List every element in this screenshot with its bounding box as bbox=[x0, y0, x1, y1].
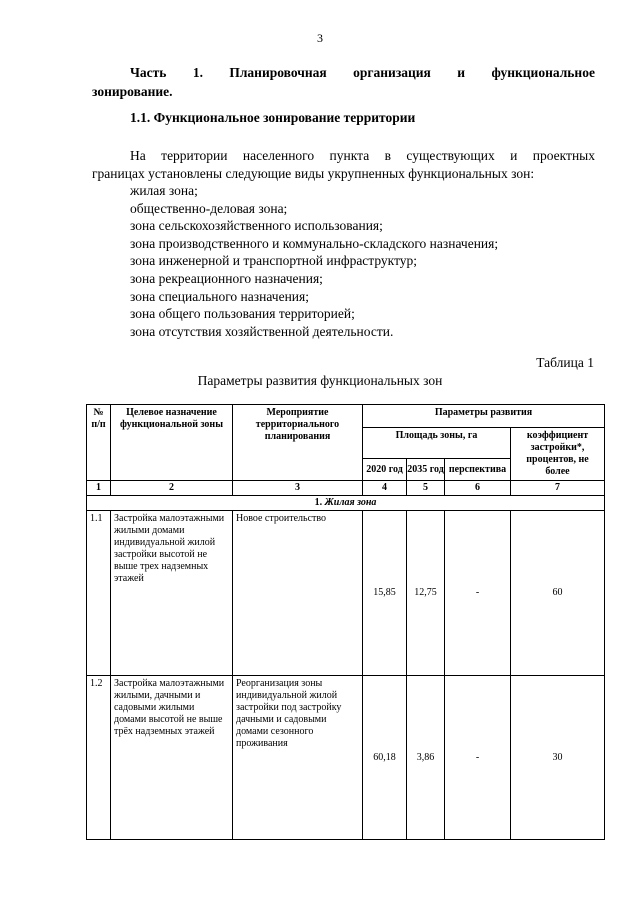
row-measure: Реорганизация зоны индивидуальной жилой застройки под застройку дачными и садовыми домами сезонного проживания bbox=[233, 676, 363, 840]
table-row bbox=[87, 511, 605, 676]
row-coef: 60 bbox=[511, 511, 605, 676]
column-number: 1 bbox=[87, 481, 111, 496]
column-number: 3 bbox=[233, 481, 363, 496]
intro-line2: границах установлены следующие виды укрупненных функциональных зон: bbox=[92, 165, 535, 181]
table-group-row bbox=[87, 496, 605, 511]
list-item: зона сельскохозяйственного использования; bbox=[130, 218, 383, 234]
column-number: 2 bbox=[111, 481, 233, 496]
row-outlook: - bbox=[445, 676, 511, 840]
intro-paragraph bbox=[92, 147, 595, 182]
list-item: зона специального назначения; bbox=[130, 288, 309, 304]
list-item: зона производственного и коммунально-складского назначения; bbox=[130, 235, 499, 251]
table-label: Таблица 1 bbox=[536, 355, 594, 370]
column-number: 7 bbox=[511, 481, 605, 496]
part-heading-word: организация bbox=[353, 65, 431, 80]
row-2035: 12,75 bbox=[407, 511, 445, 676]
row-purpose: Застройка малоэтажными жилыми домами индивидуальной жилой застройки высотой не выше трех надземных этажей bbox=[111, 511, 233, 676]
row-measure: Новое строительство bbox=[233, 511, 363, 676]
part-heading-word: Планировочная bbox=[229, 65, 327, 80]
header-area: Площадь зоны, га bbox=[363, 428, 511, 459]
list-item: зона рекреационного назначения; bbox=[130, 270, 323, 286]
header-purpose: Целевое назначение функциональной зоны bbox=[111, 405, 233, 481]
list-item: общественно-деловая зона; bbox=[130, 200, 288, 216]
row-2020: 60,18 bbox=[363, 676, 407, 840]
row-num: 1.1 bbox=[87, 511, 111, 676]
header-2035: 2035 год bbox=[407, 459, 445, 481]
table-row bbox=[87, 676, 605, 840]
group-name: Жилая зона bbox=[324, 497, 377, 508]
group-number: 1. bbox=[314, 497, 323, 508]
intro-line1: На территории населенного пункта в существующих и проектных bbox=[130, 148, 595, 163]
header-measure: Мероприятие территориального планирования bbox=[233, 405, 363, 481]
column-number-row bbox=[87, 481, 605, 496]
part-heading bbox=[92, 63, 595, 101]
page-number: 3 bbox=[317, 31, 323, 45]
part-heading-word: функциональное bbox=[491, 65, 595, 80]
part-heading-line1 bbox=[92, 63, 595, 82]
part-heading-word: Часть bbox=[130, 65, 167, 80]
column-number: 5 bbox=[407, 481, 445, 496]
list-item: зона отсутствия хозяйственной деятельности. bbox=[130, 323, 394, 339]
header-outlook: перспектива bbox=[445, 459, 511, 481]
table-header-row bbox=[87, 405, 605, 428]
row-num: 1.2 bbox=[87, 676, 111, 840]
header-num: № п/п bbox=[87, 405, 111, 481]
header-2020: 2020 год bbox=[363, 459, 407, 481]
table-caption: Параметры развития функциональных зон bbox=[197, 373, 443, 388]
row-2035: 3,86 bbox=[407, 676, 445, 840]
list-item: зона инженерной и транспортной инфраструктур; bbox=[130, 253, 418, 269]
zones-list bbox=[130, 182, 498, 340]
section-heading: 1.1. Функциональное зонирование территории bbox=[130, 110, 416, 125]
column-number: 4 bbox=[363, 481, 407, 496]
row-outlook: - bbox=[445, 511, 511, 676]
row-coef: 30 bbox=[511, 676, 605, 840]
part-heading-word: и bbox=[457, 65, 466, 80]
header-coef: коэффициент застройки*, процентов, не более bbox=[511, 428, 605, 481]
part-heading-word: 1. bbox=[192, 65, 203, 80]
row-2020: 15,85 bbox=[363, 511, 407, 676]
list-item: жилая зона; bbox=[130, 183, 198, 198]
list-item: зона общего пользования территорией; bbox=[130, 306, 355, 322]
parameters-table bbox=[86, 404, 605, 840]
header-params: Параметры развития bbox=[363, 405, 605, 428]
part-heading-line2: зонирование. bbox=[92, 84, 173, 99]
column-number: 6 bbox=[445, 481, 511, 496]
group-title bbox=[87, 496, 605, 511]
row-purpose: Застройка малоэтажными жилыми, дачными и садовыми жилыми домами высотой не выше трёх надземных этажей bbox=[111, 676, 233, 840]
